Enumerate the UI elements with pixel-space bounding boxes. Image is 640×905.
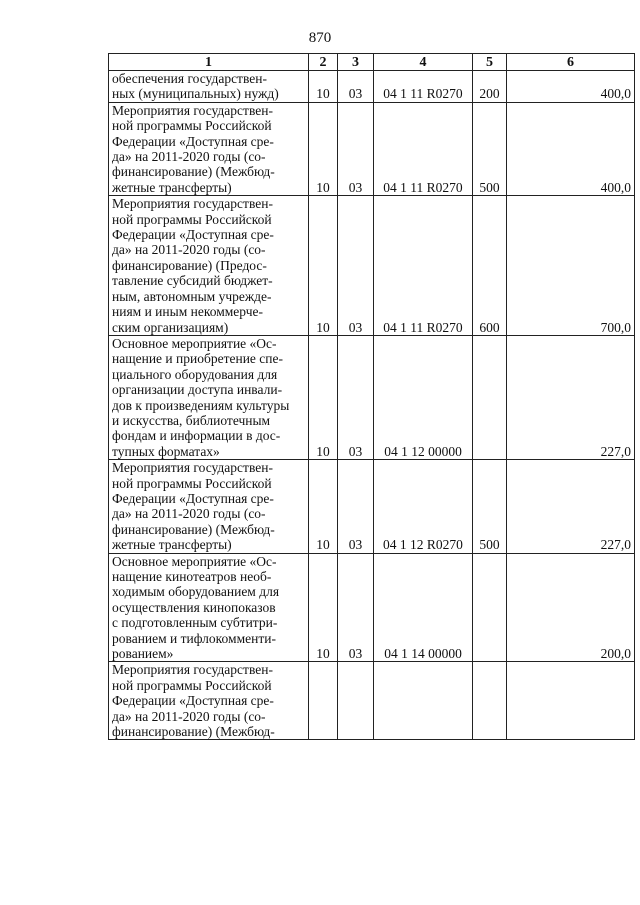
description-line: ниям и иным некоммерче- (112, 304, 263, 320)
subsection-code: 03 (338, 460, 374, 553)
description-line: тавление субсидий бюджет- (112, 273, 273, 289)
table-row (109, 662, 635, 740)
description-line: ной программы Российской (112, 211, 272, 227)
header-col-2: 2 (309, 54, 338, 71)
description-line: осуществления кинопоказов (112, 599, 276, 615)
header-col-4: 4 (374, 54, 473, 71)
row-description (109, 662, 309, 740)
description-line: ным, автономным учрежде- (112, 288, 272, 304)
description-line: ной программы Российской (112, 677, 272, 693)
amount: 200,0 (507, 553, 635, 662)
section-code (309, 662, 338, 740)
table-row (109, 196, 635, 336)
table-row (109, 553, 635, 662)
section-code: 10 (309, 553, 338, 662)
description-line: Федерации «Доступная сре- (112, 693, 274, 709)
subsection-code: 03 (338, 335, 374, 459)
description-line: да» на 2011-2020 годы (со- (112, 242, 266, 258)
description-line: с подготовленным субтитри- (112, 615, 278, 631)
expense-type-code: 200 (473, 71, 507, 103)
description-line: финансирование) (Межбюд- (112, 521, 275, 537)
row-description (109, 196, 309, 336)
target-article-code (374, 662, 473, 740)
description-line: жетные трансферты) (112, 179, 232, 195)
table-row (109, 102, 635, 195)
description-line: Основное мероприятие «Ос- (112, 553, 277, 569)
expense-type-code: 600 (473, 196, 507, 336)
section-code: 10 (309, 335, 338, 459)
expense-type-code (473, 662, 507, 740)
description-line: нащение и приобретение спе- (112, 351, 283, 367)
table-row (109, 335, 635, 459)
target-article-code: 04 1 14 00000 (374, 553, 473, 662)
row-description (109, 71, 309, 103)
header-col-3: 3 (338, 54, 374, 71)
description-line: ским организациям) (112, 319, 229, 335)
expense-type-code: 500 (473, 460, 507, 553)
description-line: Федерации «Доступная сре- (112, 227, 274, 243)
description-line: жетные трансферты) (112, 537, 232, 553)
description-line: Федерации «Доступная сре- (112, 490, 274, 506)
description-line: да» на 2011-2020 годы (со- (112, 149, 266, 165)
description-line: обеспечения государствен- (112, 71, 267, 86)
expense-type-code: 500 (473, 102, 507, 195)
subsection-code: 03 (338, 102, 374, 195)
row-description (109, 553, 309, 662)
description-line: ходимым оборудованием для (112, 584, 280, 600)
amount: 227,0 (507, 460, 635, 553)
description-line: ной программы Российской (112, 475, 272, 491)
description-line: рованием» (112, 646, 174, 662)
header-col-6: 6 (507, 54, 635, 71)
table-row (109, 460, 635, 553)
description-line: ной программы Российской (112, 118, 272, 134)
description-line: ных (муниципальных) нужд) (112, 86, 279, 102)
expense-type-code (473, 335, 507, 459)
description-line: Мероприятия государствен- (112, 460, 273, 476)
section-code: 10 (309, 102, 338, 195)
section-code: 10 (309, 460, 338, 553)
target-article-code: 04 1 12 R0270 (374, 460, 473, 553)
row-description (109, 460, 309, 553)
description-line: Федерации «Доступная сре- (112, 133, 274, 149)
description-line: финансирование) (Межбюд- (112, 164, 275, 180)
amount (507, 662, 635, 740)
row-description (109, 335, 309, 459)
description-line: тупных форматах» (112, 443, 220, 459)
subsection-code: 03 (338, 553, 374, 662)
section-code: 10 (309, 71, 338, 103)
target-article-code: 04 1 12 00000 (374, 335, 473, 459)
description-line: и искусства, библиотечным (112, 412, 271, 428)
table-header-row (109, 54, 635, 71)
target-article-code: 04 1 11 R0270 (374, 102, 473, 195)
description-line: циального оборудования для (112, 366, 278, 382)
description-line: Мероприятия государствен- (112, 196, 273, 212)
target-article-code: 04 1 11 R0270 (374, 71, 473, 103)
subsection-code (338, 662, 374, 740)
description-line: фондам и информации в дос- (112, 428, 281, 444)
section-code: 10 (309, 196, 338, 336)
subsection-code: 03 (338, 71, 374, 103)
amount: 700,0 (507, 196, 635, 336)
description-line: да» на 2011-2020 годы (со- (112, 708, 266, 724)
page-number: 870 (308, 30, 332, 46)
amount: 400,0 (507, 71, 635, 103)
description-line: Мероприятия государствен- (112, 662, 273, 678)
description-line: рованием и тифлокомменти- (112, 630, 276, 646)
header-col-1: 1 (109, 54, 309, 71)
description-line: Мероприятия государствен- (112, 102, 273, 118)
description-line: нащение кинотеатров необ- (112, 569, 272, 584)
amount: 400,0 (507, 102, 635, 195)
description-line: организации доступа инвали- (112, 382, 283, 398)
row-description (109, 102, 309, 195)
description-line: финансирование) (Межбюд- (112, 724, 275, 740)
description-line: финансирование) (Предос- (112, 257, 267, 273)
target-article-code: 04 1 11 R0270 (374, 196, 473, 336)
description-line: дов к произведениям культуры (112, 397, 290, 413)
amount: 227,0 (507, 335, 635, 459)
description-line: да» на 2011-2020 годы (со- (112, 506, 266, 522)
table-row (109, 71, 635, 103)
description-line: Основное мероприятие «Ос- (112, 335, 277, 351)
expense-type-code (473, 553, 507, 662)
subsection-code: 03 (338, 196, 374, 336)
header-col-5: 5 (473, 54, 507, 71)
budget-table (108, 53, 635, 740)
